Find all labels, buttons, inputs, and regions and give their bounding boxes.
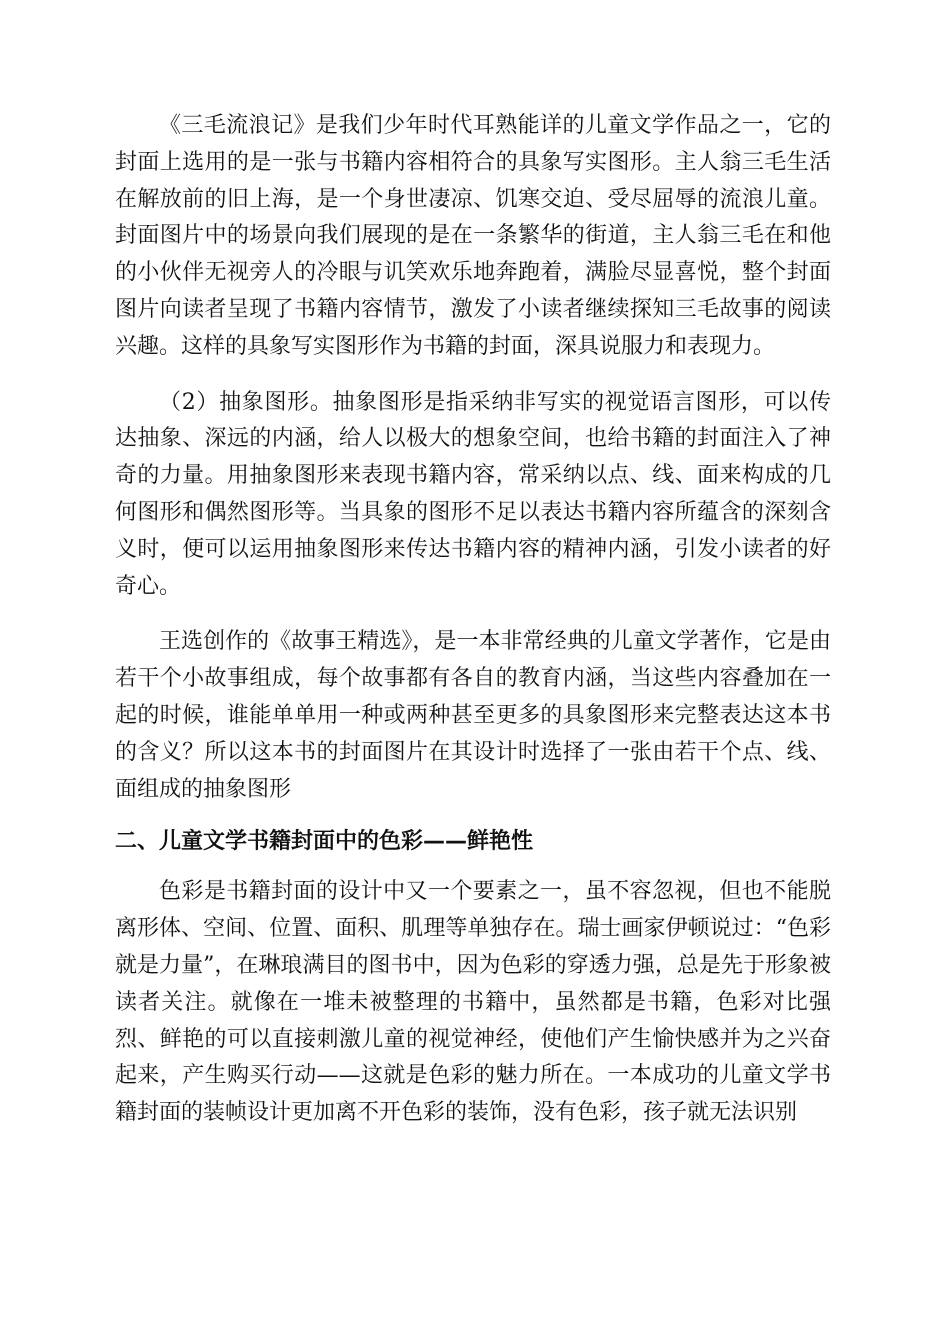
section-heading-color: 二、儿童文学书籍封面中的色彩——鲜艳性 xyxy=(115,829,534,855)
paragraph-color: 色彩是书籍封面的设计中又一个要素之一，虽不容忽视，但也不能脱离形体、空间、位置、面积、肌理等单独存在。瑞士画家伊顿说过：“色彩就是力量”，在琳琅满目的图书中，因为色彩的穿透力强，总是先于形象被读者关注。就像在一堆未被整理的书籍中，虽然都是书籍，色彩对比强烈、鲜艳的可以直接刺激儿童的视觉神经，使他们产生愉快感并为之兴奋起来，产生购买行动——这就是色彩的魅力所在。一本成功的儿童文学书籍封面的装帧设计更加离不开色彩的装饰，没有色彩，孩子就无法识别 xyxy=(115,879,831,1126)
paragraph-sanmao: 《三毛流浪记》是我们少年时代耳熟能详的儿童文学作品之一，它的封面上选用的是一张与书籍内容相符合的具象写实图形。主人翁三毛生活在解放前的旧上海，是一个身世凄凉、饥寒交迫、受尽屈辱的流浪儿童。封面图片中的场景向我们展现的是在一条繁华的街道，主人翁三毛在和他的小伙伴无视旁人的冷眼与讥笑欢乐地奔跑着，满脸尽显喜悦，整个封面图片向读者呈现了书籍内容情节，激发了小读者继续探知三毛故事的阅读兴趣。这样的具象写实图形作为书籍的封面，深具说服力和表现力。 xyxy=(115,113,831,359)
document-page xyxy=(115,108,831,1132)
paragraph-story-king: 王选创作的《故事王精选》，是一本非常经典的儿童文学著作，它是由若干个小故事组成，每个故事都有各自的教育内涵，当这些内容叠加在一起的时候，谁能单单用一种或两种甚至更多的具象图形来完整表达这本书的含义？所以这本书的封面图片在其设计时选择了一张由若干个点、线、面组成的抽象图形 xyxy=(115,629,831,802)
paragraph-abstract-graphics: （2）抽象图形。抽象图形是指采纳非写实的视觉语言图形，可以传达抽象、深远的内涵，给人以极大的想象空间，也给书籍的封面注入了神奇的力量。用抽象图形来表现书籍内容，常采纳以点、线、面来构成的几何图形和偶然图形等。当具象的图形不足以表达书籍内容所蕴含的深刻含义时，便可以运用抽象图形来传达书籍内容的精神内涵，引发小读者的好奇心。 xyxy=(115,389,831,599)
